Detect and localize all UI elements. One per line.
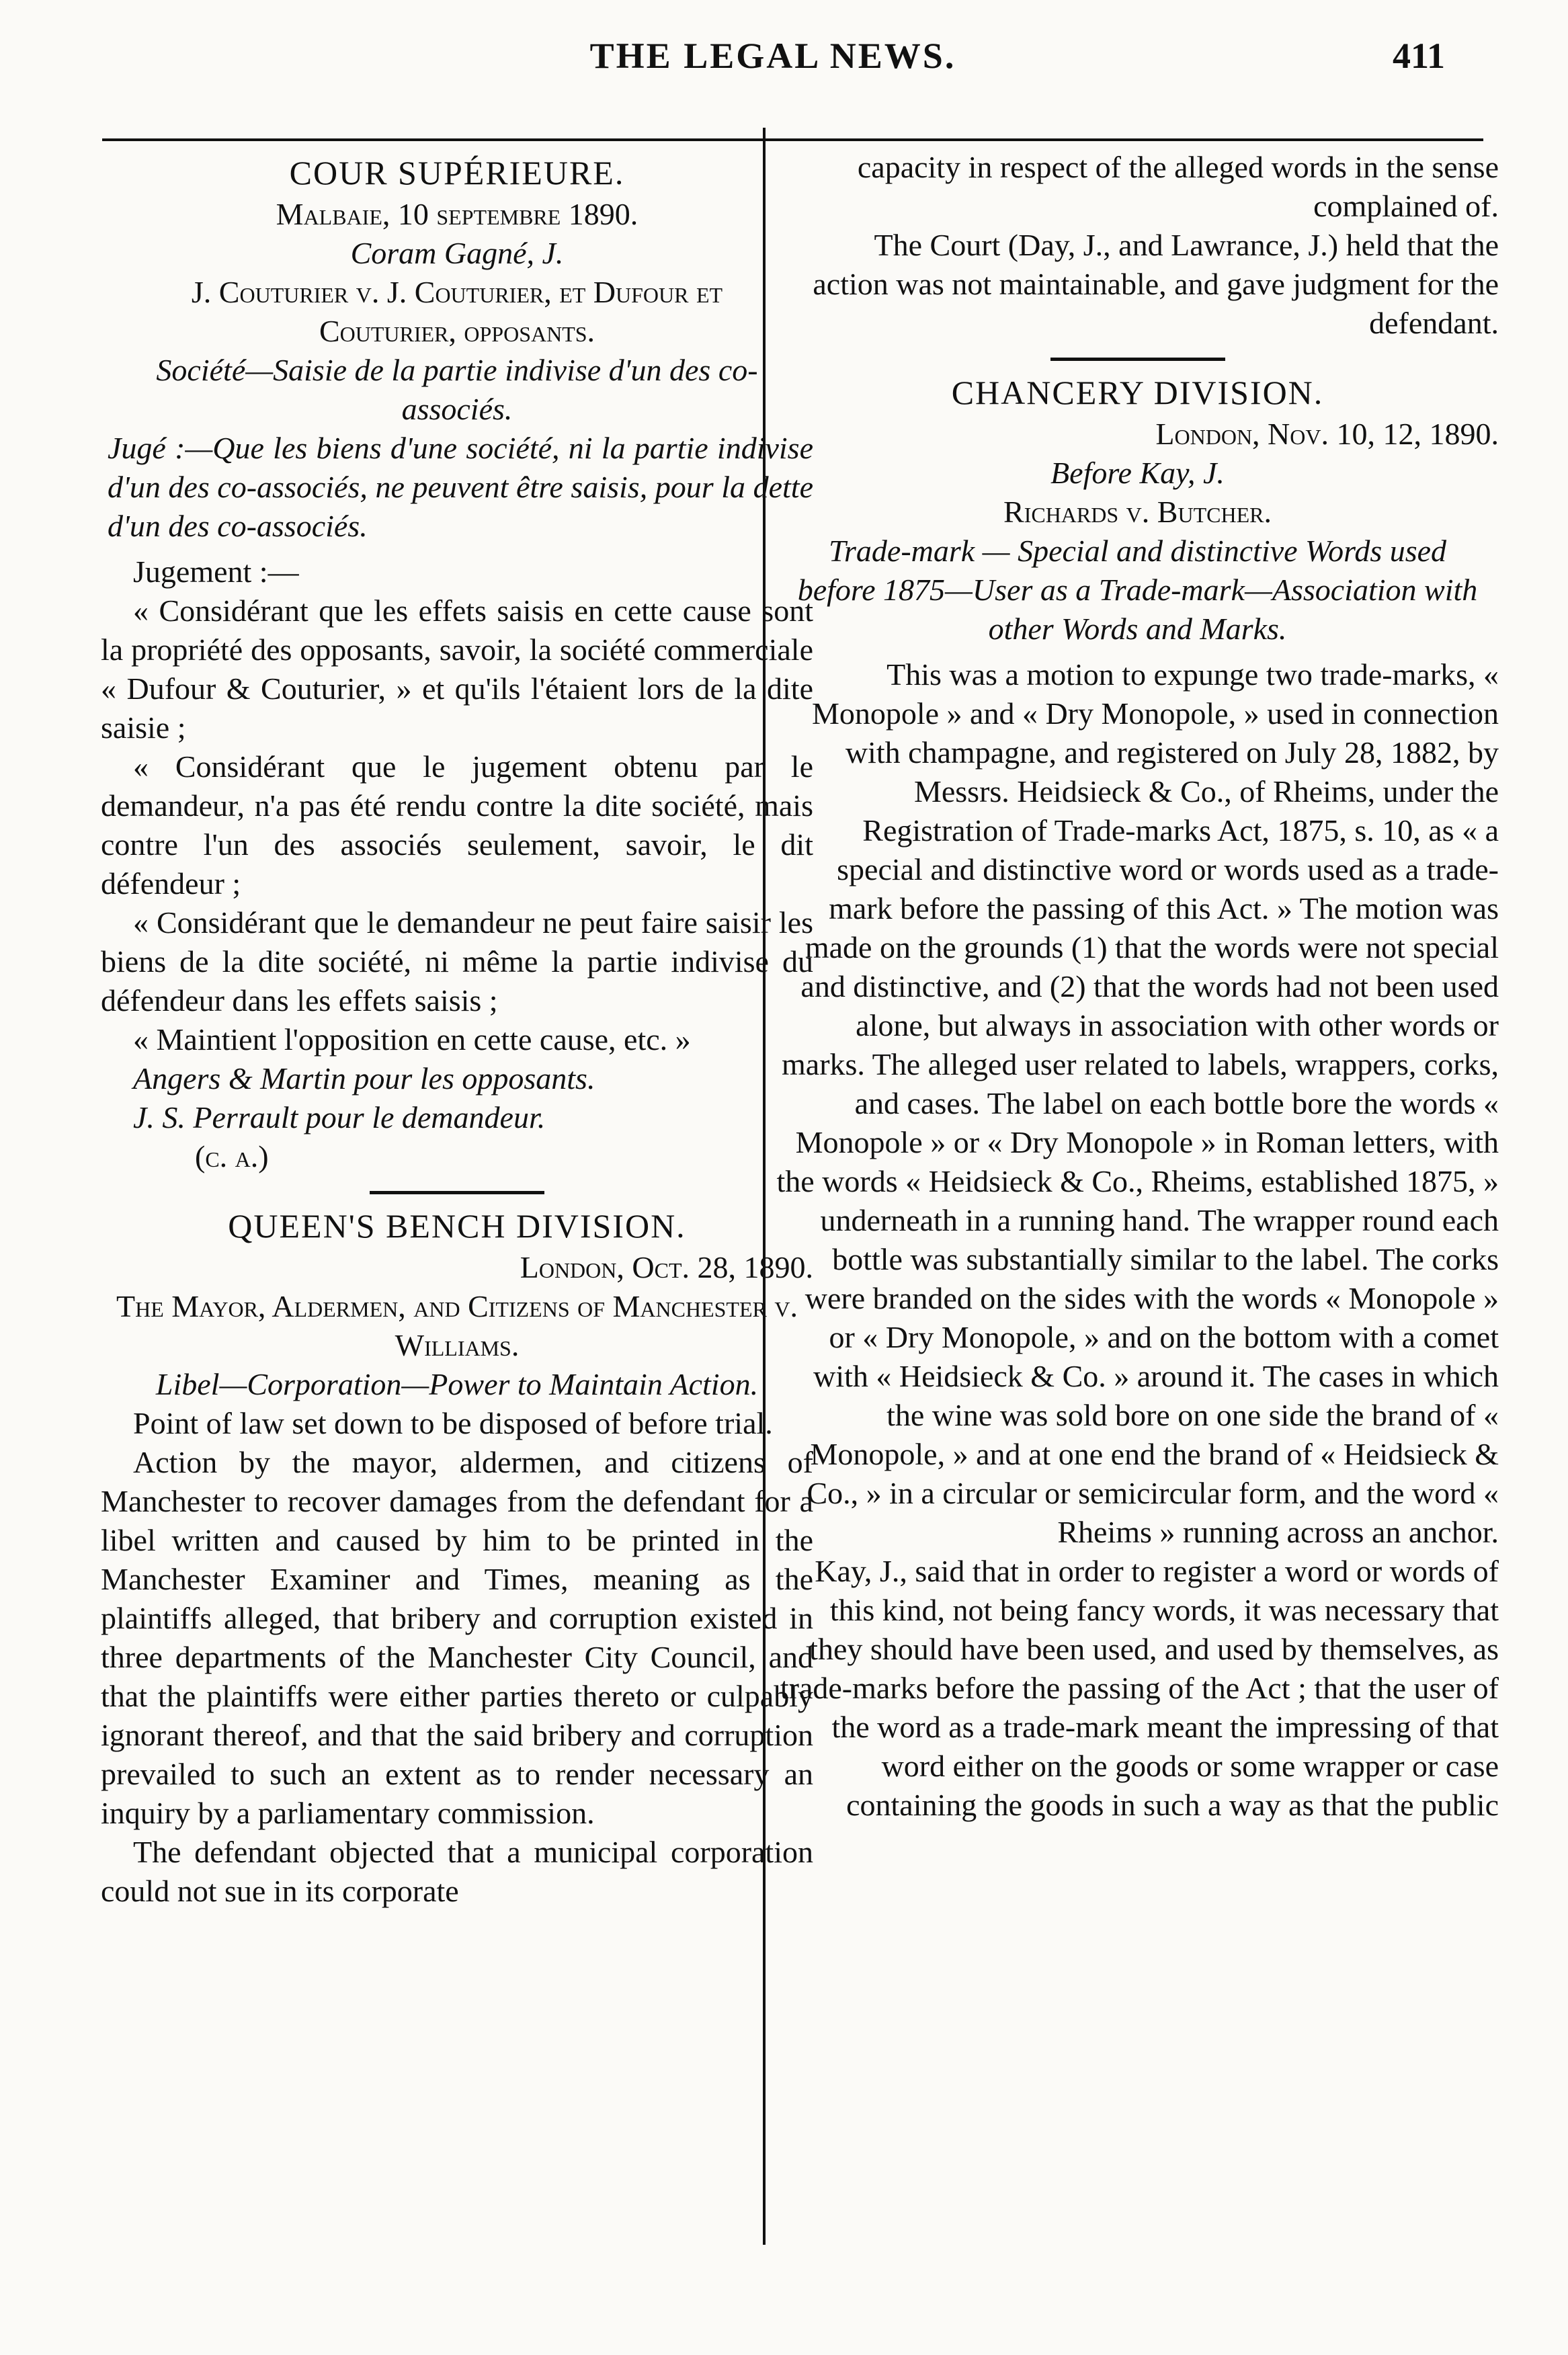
chancery-para-2: Kay, J., said that in order to register a word or words of this kind, not being fancy words, it was necessary that they should have been used, and used by themselves, as trade-marks before the passing of the Act ; that the user of the word as a trade-mark meant the impressing of that word either on the goods or some wrapper or case containing the goods in such a way as that the public — [780, 1554, 1499, 1822]
chancery-before: Before Kay, J. — [1050, 456, 1225, 490]
chancery-parties: Richards v. Butcher. — [1003, 495, 1272, 529]
cour-parties-line1: J. Couturier v. J. Couturier, et Dufour et — [191, 275, 723, 309]
jugement-para-1: « Considérant que les effets saisis en cette cause sont la propriété des opposants, savoir, la société commerciale « Dufour & Couturier, » et qu'ils l'étaient lors de la dite saisie ; — [101, 593, 813, 745]
section-rule — [1050, 358, 1225, 361]
continued-para-2: The Court (Day, J., and Lawrance, J.) held that the action was not maintainable, and gave judgment for the defendant. — [813, 228, 1499, 340]
chancery-title: CHANCERY DIVISION. — [951, 374, 1324, 411]
chancery-date: London, Nov. 10, 12, 1890. — [1155, 417, 1499, 451]
header-rule — [102, 138, 1483, 141]
chancery-para-1: This was a motion to expunge two trade-marks, « Monopole » and « Dry Monopole, » used in connection with champagne, and registered on July 28, 1882, by Messrs. Heidsieck & Co., of Rheims, under the Registration of Trade-marks Act, 1875, s. 10, as « a special and distinctive word or words used as a trade-mark before the passing of this Act. » The motion was made on the grounds (1) that the words were not special and distinctive, and (2) that the words had not been used alone, but always in association with other words or marks. The alleged user related to labels, wrappers, corks, and cases. The label on each bottle bore the words « Monopole » or « Dry Monopole » in Roman letters, with the words « Heidsieck & Co., Rheims, established 1875, » underneath in a running hand. The wrapper round each bottle was substantially similar to the label. The corks were branded on the sides with the words « Monopole » or « Dry Monopole, » and on the bottom with a comet with « Heidsieck & Co. » around it. The cases in which the wine was sold bore on one side the brand of « Monopole, » and at one end the brand of « Heidsieck & Co., » in a circular or semicircular form, and the word « Rheims » running across an anchor. — [776, 657, 1499, 1549]
page-header — [101, 35, 1445, 95]
running-head: THE LEGAL NEWS. — [589, 36, 956, 76]
qb-para-1: Point of law set down to be disposed of before trial. — [133, 1406, 773, 1440]
right-column — [776, 148, 1499, 1825]
cour-juge: Jugé :—Que les biens d'une société, ni la partie indivise d'un des co-associés, ne peuvent être saisis, pour la dette d'un des co-associés. — [108, 431, 813, 543]
left-column — [101, 148, 813, 1911]
qb-headnote: Libel—Corporation—Power to Maintain Action. — [155, 1367, 759, 1401]
counsel-opposants: Angers & Martin pour les opposants. — [133, 1061, 595, 1096]
cour-title: COUR SUPÉRIEURE. — [289, 154, 625, 192]
jugement-label: Jugement :— — [133, 554, 299, 589]
page-number: 411 — [1392, 36, 1445, 76]
jugement-para-4: « Maintient l'opposition en cette cause, etc. » — [133, 1022, 691, 1057]
qb-para-2: Action by the mayor, aldermen, and citizens of Manchester to recover damages from the defendant for a libel written and caused by him to be printed in the Manchester Examiner and Times, meaning as the plaintiffs alleged, that bribery and corruption existed in three departments of the Manchester City Council, and that the plaintiffs were either parties thereto or culpably ignorant thereof, and that the said bribery and corruption prevailed to such an extent as to render necessary an inquiry by a parliamentary commission. — [101, 1445, 813, 1830]
qb-parties: The Mayor, Aldermen, and Citizens of Manchester v. Williams. — [116, 1289, 798, 1362]
chancery-headnote: Trade-mark — Special and distinctive Words used before 1875—User as a Trade-mark—Association with other Words and Marks. — [797, 534, 1478, 646]
continued-para-1: capacity in respect of the alleged words in the sense complained of. — [857, 150, 1499, 223]
section-rule — [370, 1191, 544, 1194]
cour-headnote: Société—Saisie de la partie indivise d'un des co-associés. — [156, 353, 758, 426]
cour-coram: Coram Gagné, J. — [350, 236, 564, 270]
qb-para-3: The defendant objected that a municipal corporation could not sue in its corporate — [101, 1835, 813, 1908]
qb-title: QUEEN'S BENCH DIVISION. — [228, 1207, 686, 1245]
jugement-para-3: « Considérant que le demandeur ne peut faire saisir les biens de la dite société, ni même la partie indivise du défendeur dans les effets saisis ; — [101, 905, 813, 1018]
counsel-demandeur: J. S. Perrault pour le demandeur. — [133, 1100, 546, 1134]
cour-parties-line2: Couturier, opposants. — [319, 314, 595, 348]
qb-date: London, Oct. 28, 1890. — [520, 1250, 813, 1284]
reporter-initials: (c. a.) — [195, 1139, 269, 1173]
jugement-para-2: « Considérant que le jugement obtenu par le demandeur, n'a pas été rendu contre la dite société, mais contre l'un des associés seulement, savoir, le dit défendeur ; — [101, 749, 813, 901]
cour-date: Malbaie, 10 septembre 1890. — [276, 197, 638, 231]
